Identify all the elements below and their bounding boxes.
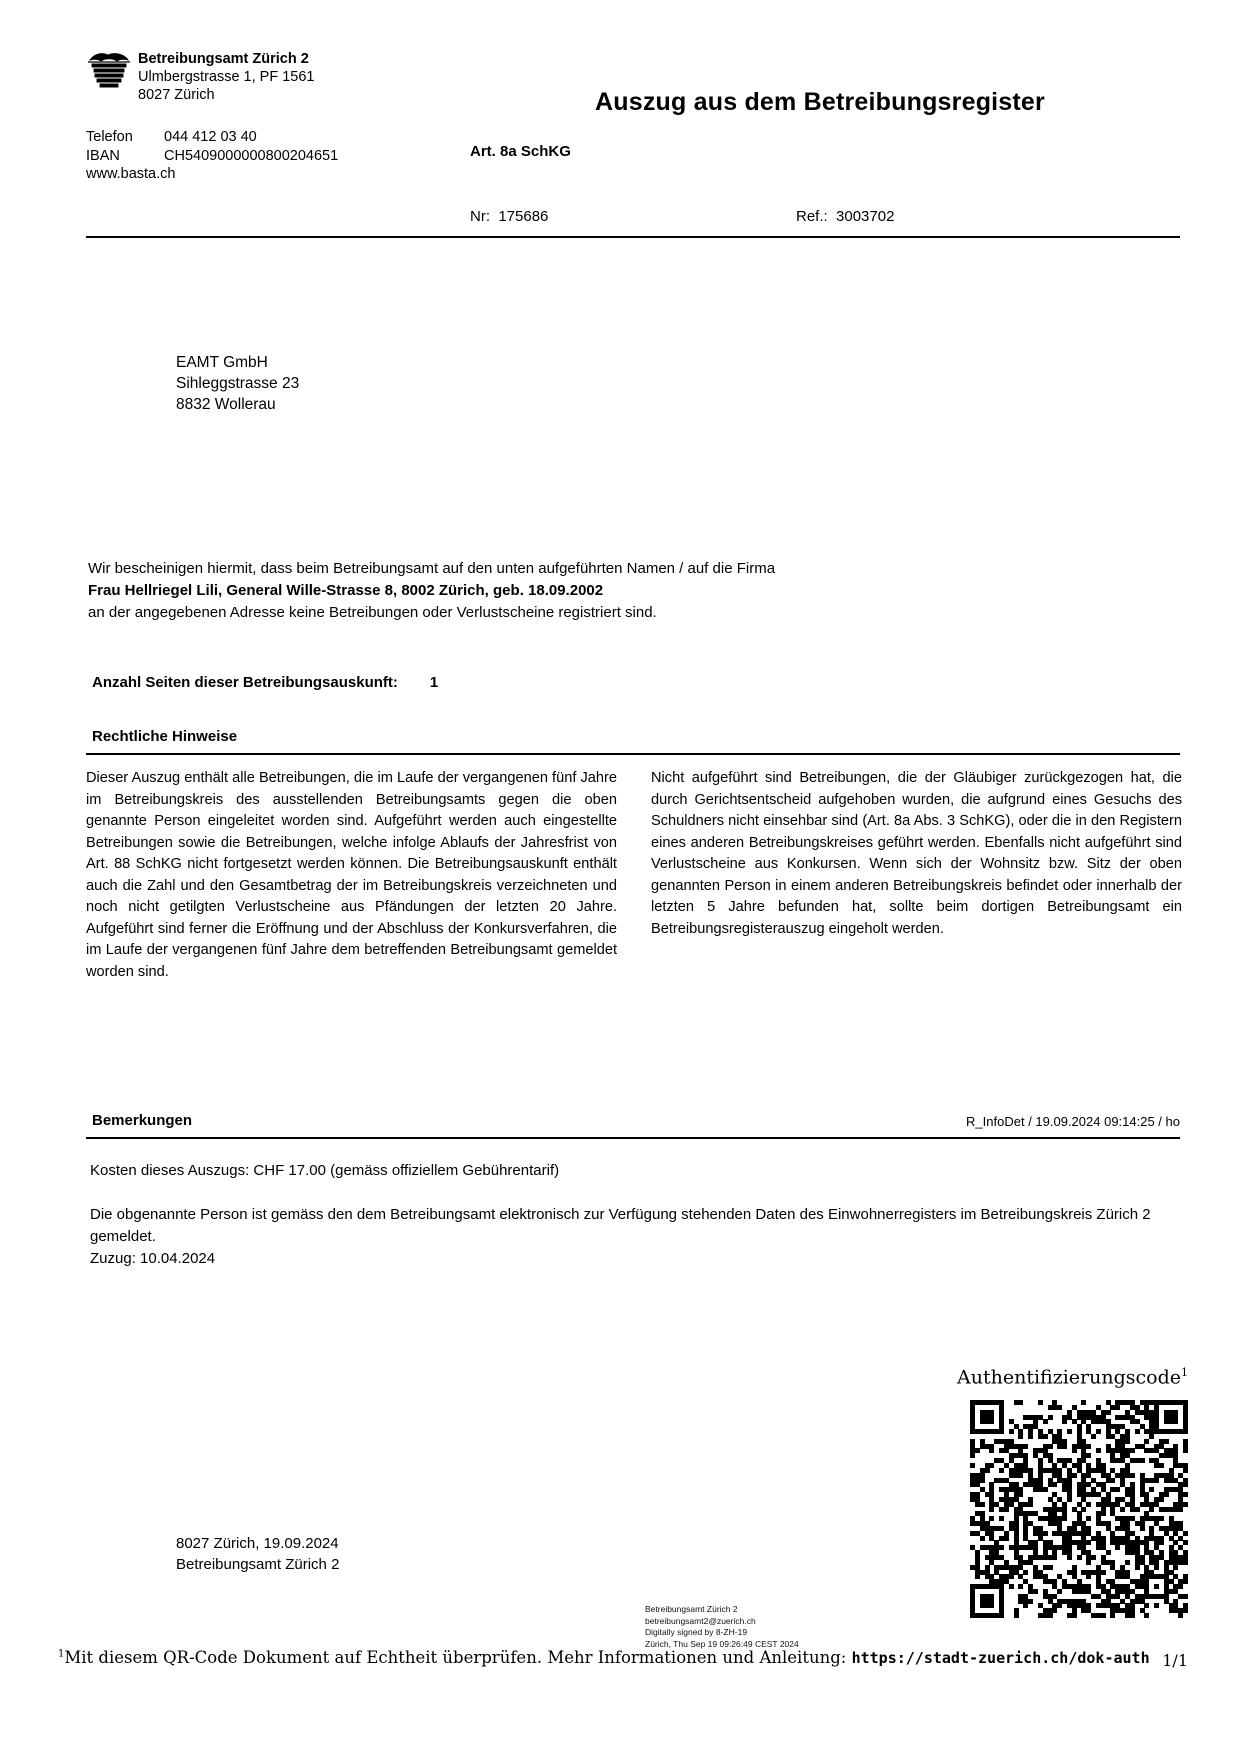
remarks-cost: Kosten dieses Auszugs: CHF 17.00 (gemäss offiziellem Gebührentarif)	[90, 1162, 560, 1179]
office-identity	[86, 50, 526, 104]
page-count-label: Anzahl Seiten dieser Betreibungsauskunft:	[92, 674, 398, 691]
document-reference: Ref.: 3003702	[796, 208, 895, 225]
title-block	[470, 88, 1170, 160]
remarks-body	[90, 1160, 1160, 1270]
remarks-divider	[86, 1137, 1180, 1139]
page-indicator: 1/1	[1162, 1651, 1188, 1670]
remarks-meta: R_InfoDet / 19.09.2024 09:14:25 / ho	[966, 1114, 1180, 1129]
website-link[interactable]: www.basta.ch	[86, 166, 176, 182]
document-number: Nr: 175686	[470, 208, 549, 225]
auth-code-label: Authentifizierungscode$^1$	[957, 1366, 1188, 1389]
esign-line-1: Betreibungsamt Zürich 2	[645, 1604, 738, 1614]
footer-text: Mit diesem QR-Code Dokument auf Echtheit überprüfen. Mehr Informationen und Anleitung:	[64, 1648, 847, 1667]
signature-office: Betreibungsamt Zürich 2	[176, 1556, 340, 1573]
remarks-registry: Die obgenannte Person ist gemäss den dem Betreibungsamt elektronisch zur Verfügung stehenden Daten des Einwohnerregisters im Betreibungskreis Zürich 2 gemeldet.	[90, 1206, 1151, 1245]
legal-notes-body	[86, 768, 1182, 983]
remarks-heading: Bemerkungen	[92, 1112, 193, 1129]
document-title: Auszug aus dem Betreibungsregister	[595, 88, 1045, 116]
recipient-line-3: 8832 Wollerau	[176, 396, 276, 413]
statement-line-3: an der angegebenen Adresse keine Betreibungen oder Verlustscheine registriert sind.	[88, 604, 657, 621]
phone-value: 044 412 03 40	[164, 129, 257, 145]
document-subtitle: Art. 8a SchKG	[470, 143, 571, 160]
page-count-value: 1	[429, 674, 439, 691]
office-contact	[86, 128, 338, 184]
certification-statement	[88, 558, 1088, 624]
verification-url[interactable]: https://stadt-zuerich.ch/dok-auth	[851, 1649, 1150, 1667]
authentication-qr-code[interactable]	[970, 1400, 1188, 1618]
zurich-coat-of-arms-icon	[86, 50, 132, 90]
page-count	[92, 674, 438, 691]
remarks-move-in: Zuzug: 10.04.2024	[90, 1250, 216, 1267]
office-name: Betreibungsamt Zürich 2	[138, 51, 309, 67]
office-city: 8027 Zürich	[138, 87, 215, 103]
office-street: Ulmbergstrasse 1, PF 1561	[138, 69, 315, 85]
esign-line-4: Zürich, Thu Sep 19 09:26:49 CEST 2024	[645, 1638, 799, 1649]
iban-value: CH5409000000800204651	[164, 147, 339, 164]
legal-notes-heading: Rechtliche Hinweise	[92, 728, 238, 745]
header-divider	[86, 236, 1180, 238]
iban-label: IBAN	[86, 147, 120, 164]
footnote-marker: 1	[58, 1648, 65, 1660]
phone-label: Telefon	[86, 129, 133, 145]
signature-place-date: 8027 Zürich, 19.09.2024	[176, 1535, 339, 1552]
esign-line-2: betreibungsamt2@zuerich.ch	[645, 1615, 756, 1626]
legal-divider	[86, 753, 1180, 755]
footer-note	[58, 1648, 1188, 1667]
statement-line-1: Wir bescheinigen hiermit, dass beim Betreibungsamt auf den unten aufgeführten Namen / auf die Firma	[88, 560, 776, 577]
document-header	[0, 0, 1240, 200]
esign-line-3: Digitally signed by 8-ZH-19	[645, 1627, 748, 1637]
legal-column-left: Dieser Auszug enthält alle Betreibungen, die im Laufe der vergangenen fünf Jahre im Betreibungskreis des ausstellenden Betreibungsamts gegen die oben genannte Person eingeleitet worden sind. Aufgeführt werden auch eingestellte Betreibungen sowie die Betreibungen, welche infolge Ablaufs der Jahresfrist von Art. 88 SchKG nicht fortgesetzt werden können. Die Betreibungsauskunft enthält auch die Zahl und den Gesamtbetrag der im Betreibungskreis verzeichneten und noch nicht getilgten Verlustscheine aus Pfändungen der letzten 20 Jahre. Aufgeführt sind ferner die Eröffnung und der Abschluss der Konkursverfahren, die im Laufe der vergangenen fünf Jahre dem betreffenden Betreibungsamt gemeldet worden sind.	[86, 770, 617, 980]
signature-block	[176, 1533, 339, 1575]
digital-signature-info	[645, 1604, 799, 1650]
subject-person: Frau Hellriegel Lili, General Wille-Strasse 8, 8002 Zürich, geb. 18.09.2002	[88, 582, 604, 599]
recipient-address	[176, 352, 299, 415]
recipient-line-1: EAMT GmbH	[176, 354, 268, 371]
recipient-line-2: Sihleggstrasse 23	[176, 375, 300, 392]
legal-column-right: Nicht aufgeführt sind Betreibungen, die der Gläubiger zurückgezogen hat, die durch Gerichtsentscheid aufgehoben wurden, die aufgrund eines Gesuchs des Schuldners nicht einsehbar sind (Art. 8a Abs. 3 SchKG), oder die in den Registern eines anderen Betreibungskreises geführt werden. Ebenfalls nicht aufgeführt sind Verlustscheine aus Konkursen. Wenn sich der Wohnsitz bzw. Sitz der oben genannten Person in einem anderen Betreibungskreis befindet oder innerhalb der letzten 5 Jahre befunden hat, sollte beim dortigen Betreibungsamt ein Betreibungsregisterauszug eingeholt werden.	[651, 770, 1182, 937]
